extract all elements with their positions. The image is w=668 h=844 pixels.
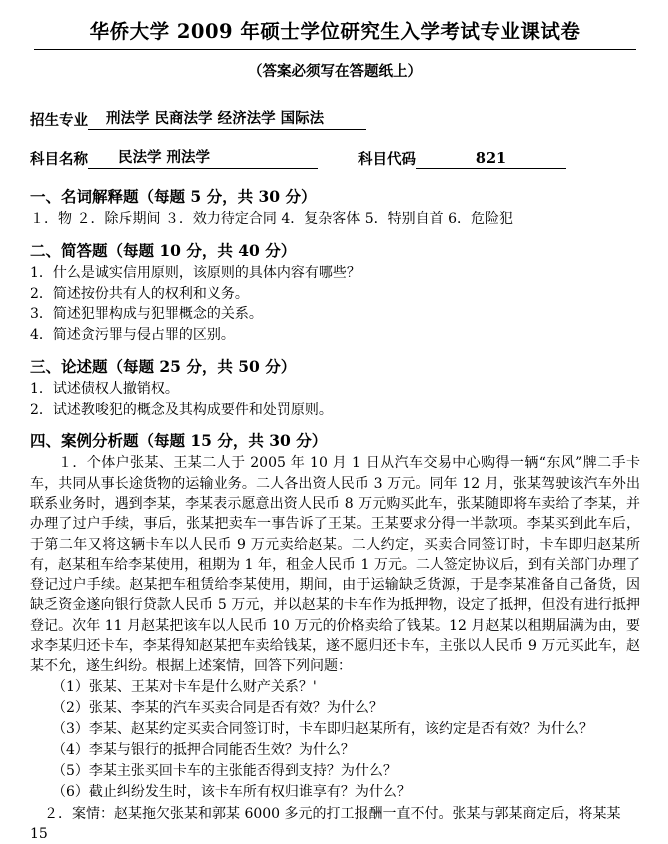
title-divider [34, 49, 636, 50]
subject-row [30, 146, 640, 169]
case-1-text: １．个体户张某、王某二人于 2005 年 10 月 1 日从汽车交易中心购得一辆“东风”牌二手卡车，共同从事长途货物的运输业务。二人各出资人民币 3 万元。同年 12 月，张某驾驶该汽车外出联系业务时，遇到李某，李某表示愿意出资人民币 8 万元购买此车，张某随即将车卖给了李某，并办理了过户手续，事后，张某把卖车一事告诉了王某。王某要求分得一半款项。李某买到此车后，于第二年又将这辆卡车以人民币 9 万元卖给赵某。二人约定，买卖合同签订时，卡车即归赵某所有，赵某租车给李某使用，租期为 1 年，租金人民币 1 万元。二人签定协议后，到有关部门办理了登记过户手续。赵某把车租赁给李某使用，期间，由于运输缺乏货源，于是李某准备自己备货，因缺乏资金遂向银行贷款人民币 5 万元，并以赵某的卡车作为抵押物，设定了抵押，但没有进行抵押登记。次年 11 月赵某把该车以人民币 10 万元的价格卖给了钱某。12 月赵某以租期届满为由，要求李某归还卡车，李某得知赵某把车卖给钱某，遂不愿归还卡车，主张以人民币 9 万元买此车，赵某不允，遂生纠纷。根据上述案情，回答下列问题： [30, 455, 640, 675]
section-heading-3: 三、论述题（每题 25 分，共 50 分） [30, 356, 297, 376]
subject-label: 科目名称 [30, 151, 88, 168]
major-label: 招生专业 [30, 112, 88, 129]
section-2-item: 4．简述贪污罪与侵占罪的区别。 [30, 327, 235, 344]
section-heading-1: 一、名词解释题（每题 5 分，共 30 分） [30, 187, 317, 206]
section-heading-4: 四、案例分析题（每题 15 分，共 30 分） [30, 431, 328, 451]
list-item: （5）李某主张买回卡车的主张能否得到支持？为什么？ [52, 762, 397, 779]
list-item: （2）张某、李某的汽车买卖合同是否有效？为什么？ [52, 699, 383, 716]
page-title: 华侨大学 2009 年硕士学位研究生入学考试专业课试卷 [89, 20, 581, 43]
subject-value: 民法学 刑法学 [88, 146, 318, 169]
section-3-item: 1．试述债权人撤销权。 [30, 380, 179, 397]
subject-code-value: 821 [416, 150, 566, 169]
major-value: 刑法学 民商法学 经济法学 国际法 [88, 107, 366, 130]
section-2-item: 2．简述按份共有人的权利和义务。 [30, 285, 249, 302]
section-2-item: 3．简述犯罪构成与犯罪概念的关系。 [30, 306, 263, 323]
list-item: （6）截止纠纷发生时，该卡车所有权归谁享有？为什么？ [52, 783, 411, 800]
case-1-question-list [30, 677, 640, 803]
case-2-text: ２．案情：赵某拖欠张某和郭某 6000 多元的打工报酬一直不付。张某与郭某商定后，将某某 15 [30, 805, 621, 842]
section-3-item: 2．试述教唆犯的概念及其构成要件和处罚原则。 [30, 401, 333, 418]
section-2-item: 1．什么是诚实信用原则，该原则的具体内容有哪些？ [30, 265, 361, 281]
subject-code-label: 科目代码 [358, 151, 416, 168]
list-item: （1）张某、王某对卡车是什么财产关系？' [52, 678, 317, 695]
section-heading-2: 二、简答题（每题 10 分，共 40 分） [30, 241, 297, 260]
list-item: （3）李某、赵某约定买卖合同签订时，卡车即归赵某所有，该约定是否有效？为什么？ [52, 720, 593, 737]
list-item: （4）李某与银行的抵押合同能否生效？为什么？ [52, 741, 355, 758]
section-1-items: １．物 ２．除斥期间 ３．效力待定合同 4．复杂客体 5．特别自首 6．危险犯 [30, 211, 513, 227]
answer-notice: （答案必须写在答题纸上） [248, 63, 422, 80]
major-row [30, 107, 640, 130]
